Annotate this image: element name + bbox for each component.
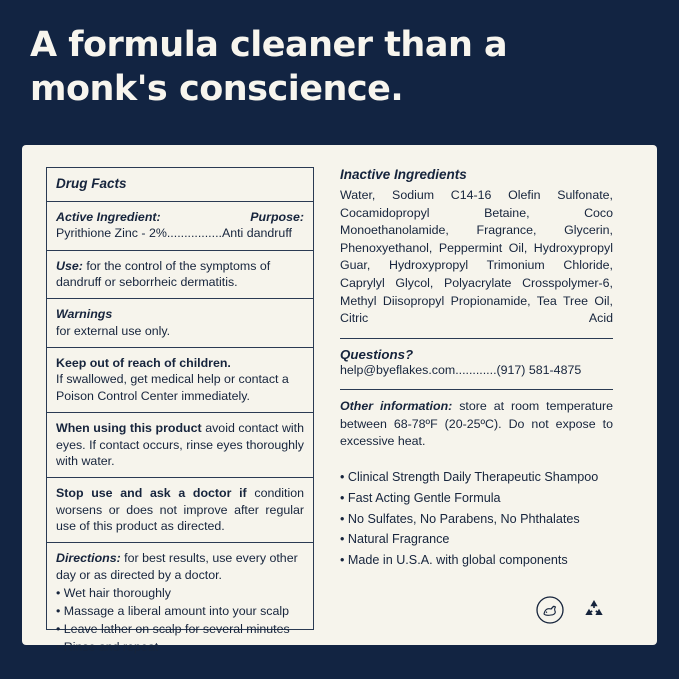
list-item: • Massage a liberal amount into your scalp — [56, 604, 289, 619]
product-claims-list — [340, 467, 613, 571]
when-using-section — [47, 413, 313, 478]
list-item: • Natural Fragrance — [340, 532, 450, 547]
stop-use-section — [47, 478, 313, 543]
inactive-ingredients-title: Inactive Ingredients — [340, 167, 467, 182]
warnings-label: Warnings — [56, 307, 113, 322]
keep-out-text: If swallowed, get medical help or contact a Poison Control Center immediately. — [56, 372, 289, 403]
directions-steps — [56, 585, 304, 657]
other-information-label: Other information: — [340, 399, 453, 414]
active-ingredient-section — [47, 202, 313, 251]
active-ingredient-value: Pyrithione Zinc - 2%................Anti dandruff — [56, 226, 292, 241]
active-ingredient-label: Active Ingredient: — [56, 209, 161, 224]
directions-section — [47, 543, 313, 665]
page-title: A formula cleaner than a monk's conscience. — [30, 25, 508, 109]
use-label: Use: — [56, 258, 83, 273]
use-section — [47, 251, 313, 300]
directions-text: for best results, use every other day or as directed by a doctor. — [56, 551, 298, 582]
leaping-bunny-icon — [535, 595, 565, 625]
keep-out-label: Keep out of reach of children. — [56, 356, 231, 371]
panel-columns — [46, 167, 633, 655]
divider — [340, 389, 613, 390]
list-item: • Made in U.S.A. with global components — [340, 553, 568, 568]
list-item: • Clinical Strength Daily Therapeutic Shampoo — [340, 470, 599, 485]
purpose-label: Purpose: — [250, 209, 304, 224]
questions-title: Questions? — [340, 346, 414, 362]
other-information-text: store at room temperature between 68-78ºF (20-25ºC). Do not expose to excessive heat. — [340, 399, 613, 449]
recycle-icon — [579, 595, 609, 625]
stop-use-text: condition worsens or does not improve after regular use of this product as directed. — [56, 486, 304, 534]
drug-facts-column — [46, 167, 326, 655]
list-item: • Fast Acting Gentle Formula — [340, 490, 501, 505]
drug-facts-box — [46, 167, 314, 655]
certification-icons — [535, 595, 609, 625]
list-item: • Leave lather on scalp for several minutes — [56, 622, 290, 637]
stop-use-label: Stop use and ask a doctor if — [56, 486, 247, 501]
directions-label: Directions: — [56, 551, 121, 566]
warnings-section — [47, 299, 313, 348]
active-ingredient-header — [56, 209, 304, 225]
keep-out-of-reach-section — [47, 348, 313, 413]
list-item: • Wet hair thoroughly — [56, 586, 171, 601]
when-using-label: When using this product — [56, 421, 202, 436]
inactive-ingredients-text: Water, Sodium C14-16 Olefin Sulfonate, Cocamidopropyl Betaine, Coco Monoethanolamide, Fragrance, Glycerin, Phenoxyethanol, Peppermint Oil, Hydroxypropyl Guar, Hydroxypropyl Trimonium Chloride, Caprylyl Glycol, Polyacrylate Crosspolymer-6, Methyl Diisopropyl Propionamide, Tea Tree Oil, Citric Acid — [340, 188, 613, 326]
questions-contact: help@byeflakes.com............(917) 581-4875 — [340, 362, 582, 377]
divider — [340, 338, 613, 339]
when-using-text: avoid contact with eyes. If contact occurs, rinse eyes thoroughly with water. — [56, 421, 304, 468]
drug-facts-panel — [22, 145, 657, 655]
other-information — [340, 398, 613, 451]
list-item: • Rinse and repeat — [56, 640, 159, 655]
list-item: • No Sulfates, No Parabens, No Phthalates — [340, 511, 580, 526]
drug-facts-title: Drug Facts — [56, 176, 127, 191]
warnings-text: for external use only. — [56, 323, 171, 338]
inactive-ingredients-column — [326, 167, 613, 627]
use-text: for the control of the symptoms of dandruff or seborrheic dermatitis. — [56, 258, 271, 289]
drug-facts-heading-section — [47, 168, 313, 202]
